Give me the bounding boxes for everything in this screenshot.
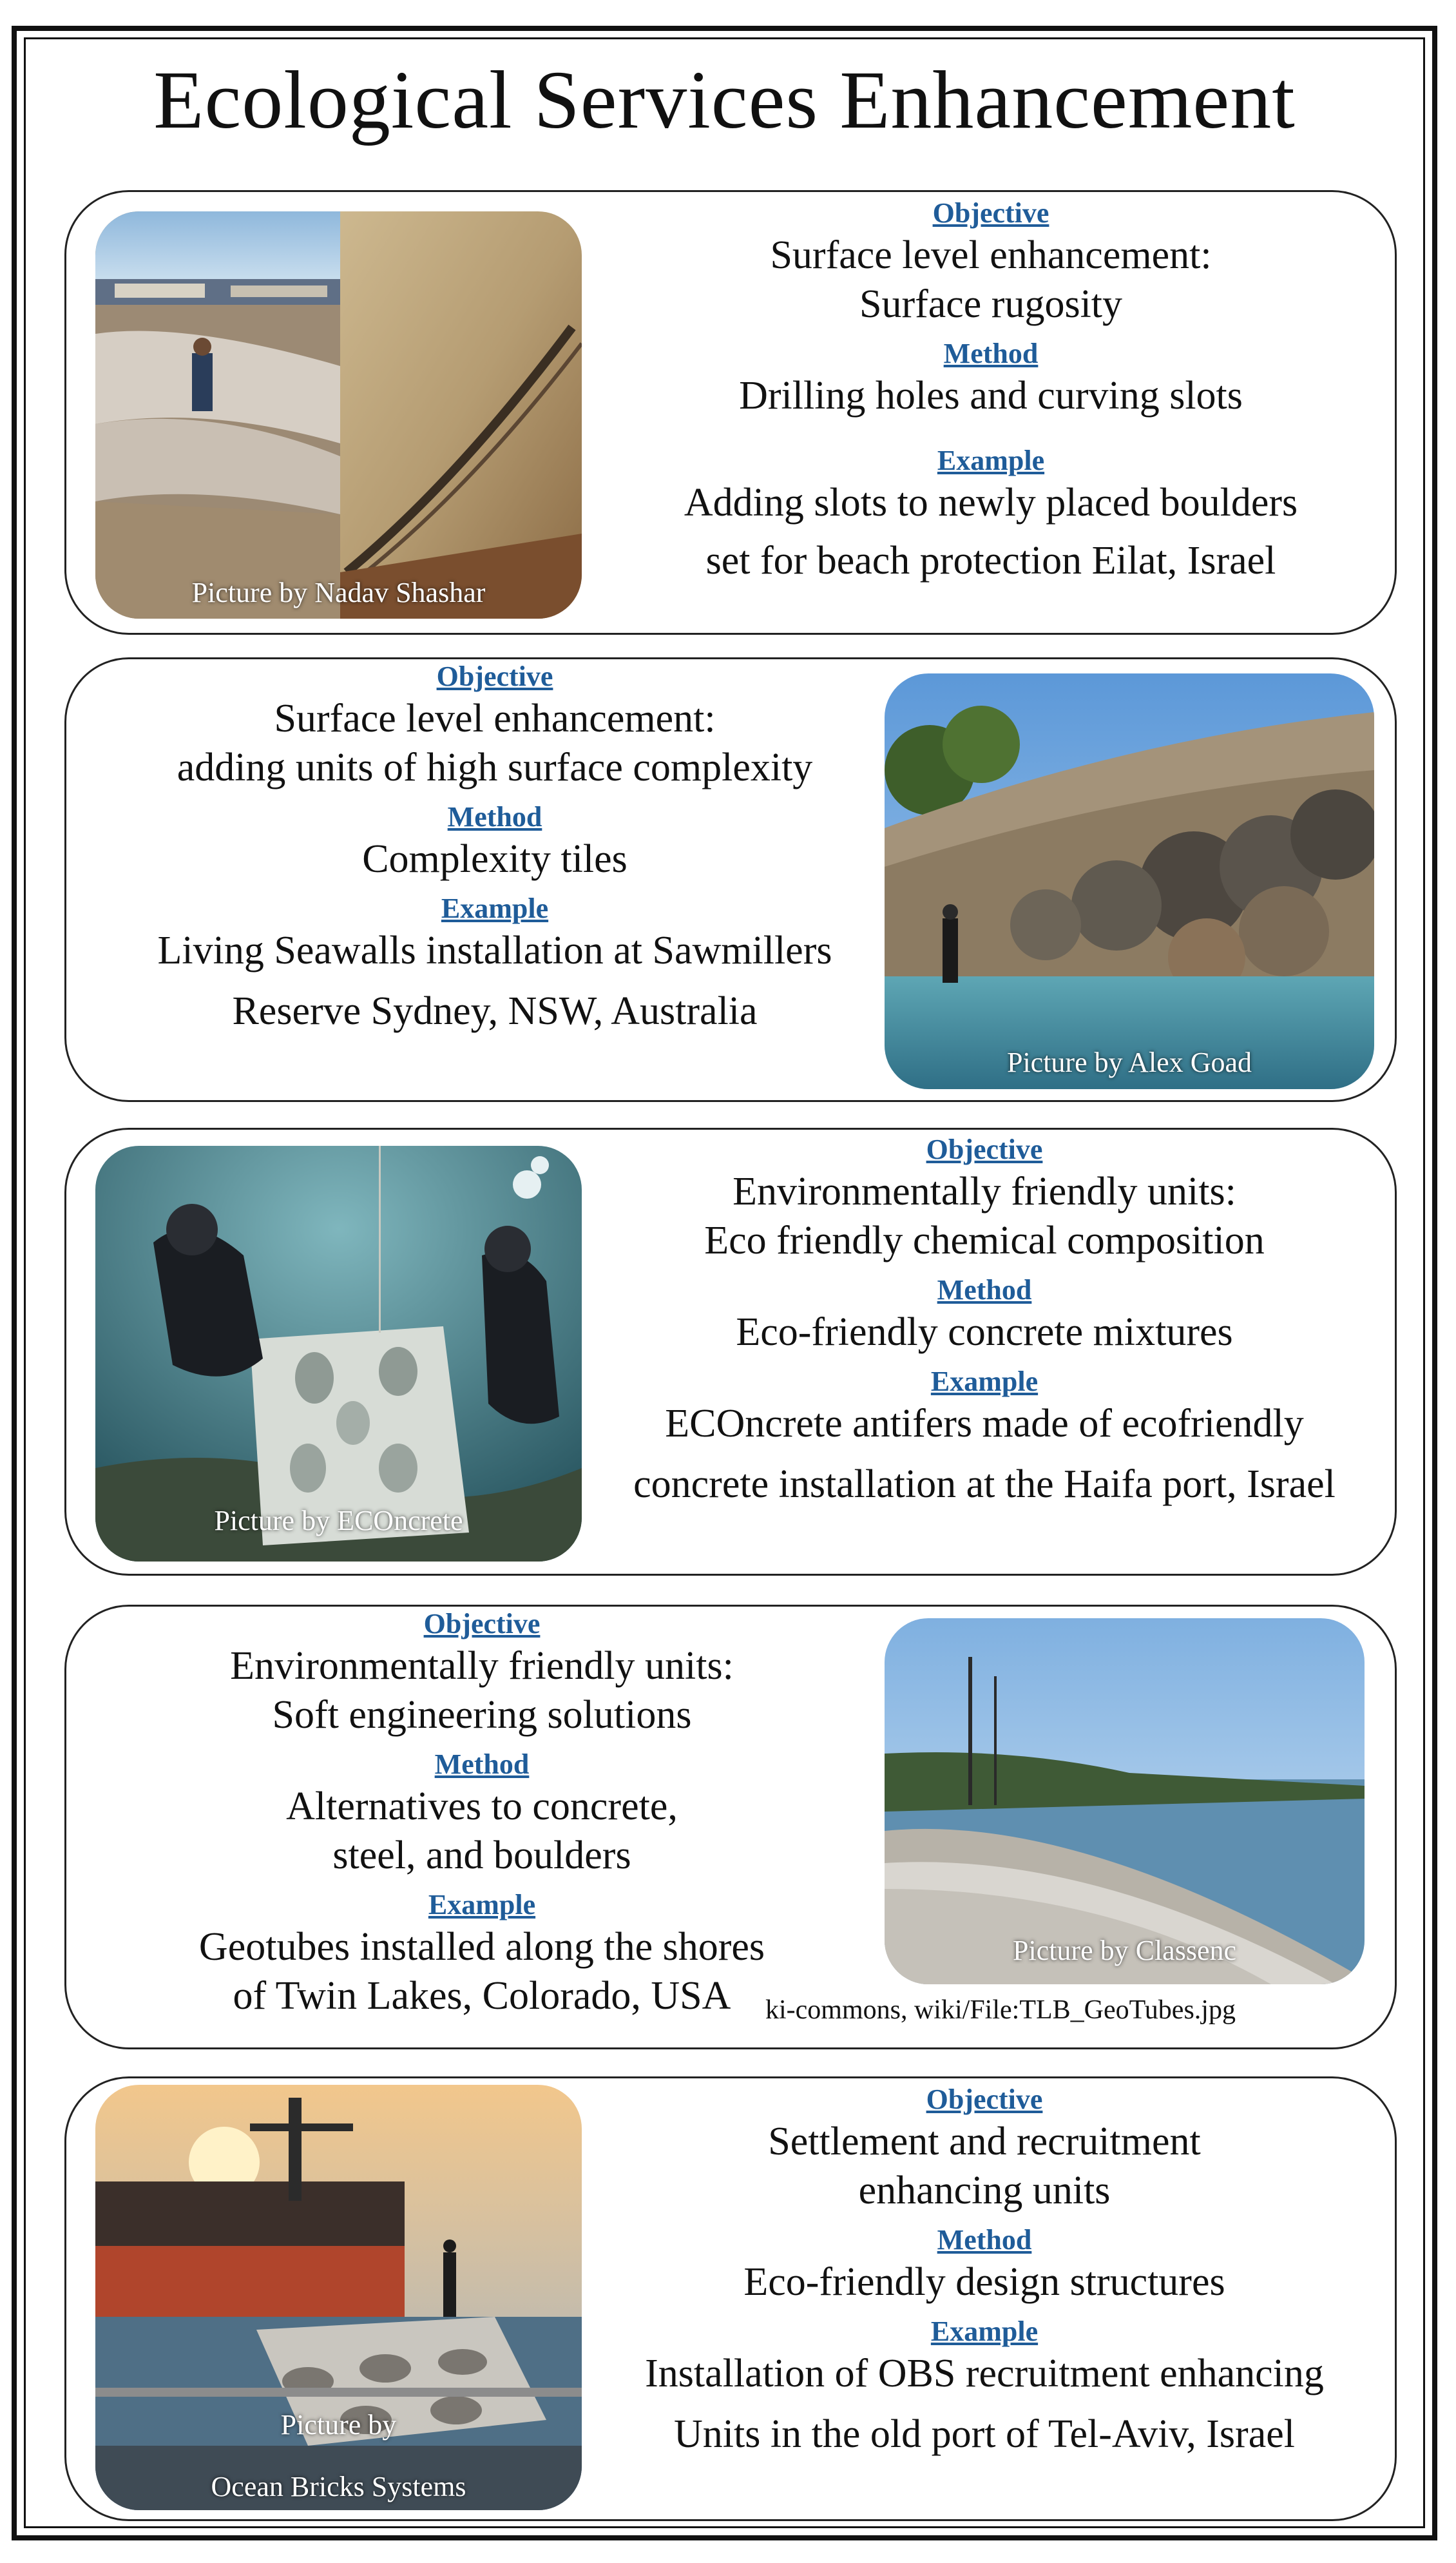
- photo-ocean-bricks: [95, 2085, 582, 2510]
- objective-line: enhancing units: [858, 2169, 1111, 2212]
- objective-label: Objective: [926, 1134, 1043, 1165]
- objective-label: Objective: [436, 661, 553, 692]
- panel-eco-concrete: [64, 1128, 1397, 1576]
- panel-soft-engineering: [64, 1605, 1397, 2049]
- photo-living-seawalls: [885, 673, 1374, 1089]
- example-label: Example: [937, 445, 1045, 476]
- image-source-note: ki-commons, wiki/File:TLB_GeoTubes.jpg: [765, 1995, 1236, 2025]
- panel-text: [585, 1132, 1384, 1520]
- method-line: Alternatives to concrete,: [286, 1784, 678, 1828]
- example-line: Installation of OBS recruitment enhancing: [645, 2352, 1324, 2395]
- objective-line: Environmentally friendly units:: [230, 1644, 734, 1688]
- example-line: Units in the old port of Tel-Aviv, Israel: [674, 2412, 1295, 2456]
- objective-label: Objective: [423, 1608, 541, 1639]
- photo-credit: Picture by ECOncrete: [214, 1505, 463, 1536]
- example-label: Example: [441, 893, 549, 924]
- example-line: of Twin Lakes, Colorado, USA: [233, 1974, 731, 2018]
- photo-credit: Picture by Alex Goad: [1006, 1047, 1252, 1078]
- example-line: concrete installation at the Haifa port, Israel: [633, 1462, 1336, 1506]
- method-line: Eco-friendly concrete mixtures: [736, 1310, 1233, 1354]
- page-title: Ecological Services Enhancement: [153, 54, 1296, 146]
- method-label: Method: [943, 338, 1039, 369]
- objective-label: Objective: [926, 2084, 1043, 2115]
- panel-complexity-tiles: [64, 657, 1397, 1102]
- objective-line: Eco friendly chemical composition: [704, 1219, 1265, 1262]
- example-line: set for beach protection Eilat, Israel: [705, 539, 1276, 583]
- panel-recruitment-units: [64, 2076, 1397, 2521]
- objective-line: Environmentally friendly units:: [733, 1170, 1236, 1214]
- method-line: steel, and boulders: [332, 1833, 631, 1877]
- photo-eilat-boulders: [95, 211, 582, 619]
- example-line: Reserve Sydney, NSW, Australia: [232, 989, 758, 1033]
- example-line: Geotubes installed along the shores: [198, 1925, 765, 1969]
- method-label: Method: [937, 2224, 1032, 2256]
- objective-line: Surface rugosity: [859, 282, 1123, 326]
- panel-text: [79, 1607, 885, 2020]
- photo-geotubes: [885, 1618, 1365, 1984]
- objective-label: Objective: [932, 197, 1049, 229]
- example-label: Example: [930, 1366, 1039, 1397]
- objective-line: adding units of high surface complexity: [177, 746, 813, 789]
- example-label: Example: [930, 2316, 1039, 2347]
- method-label: Method: [434, 1748, 530, 1780]
- method-line: Eco-friendly design structures: [743, 2260, 1225, 2304]
- photo-credit: Picture by Classenc: [1012, 1935, 1237, 1966]
- objective-line: Soft engineering solutions: [272, 1693, 692, 1737]
- objective-line: Surface level enhancement:: [274, 697, 716, 740]
- example-line: Adding slots to newly placed boulders: [684, 481, 1298, 525]
- method-line: Complexity tiles: [362, 837, 627, 881]
- example-label: Example: [428, 1889, 536, 1920]
- panel-surface-rugosity: [64, 190, 1397, 635]
- method-line: Drilling holes and curving slots: [739, 374, 1243, 418]
- objective-line: Surface level enhancement:: [770, 233, 1212, 277]
- panel-text: [79, 659, 910, 1047]
- photo-credit: Picture by Nadav Shashar: [191, 577, 486, 608]
- panel-text: [598, 2082, 1371, 2470]
- panel-text: [620, 196, 1361, 594]
- objective-line: Settlement and recruitment: [768, 2120, 1201, 2163]
- photo-econcrete-antifers: [95, 1146, 582, 1562]
- example-line: ECOncrete antifers made of ecofriendly: [665, 1402, 1304, 1446]
- method-label: Method: [447, 801, 542, 833]
- photo-credit: Picture by Ocean Bricks Systems: [211, 2409, 466, 2502]
- example-line: Living Seawalls installation at Sawmillers: [157, 929, 832, 972]
- method-label: Method: [937, 1274, 1032, 1306]
